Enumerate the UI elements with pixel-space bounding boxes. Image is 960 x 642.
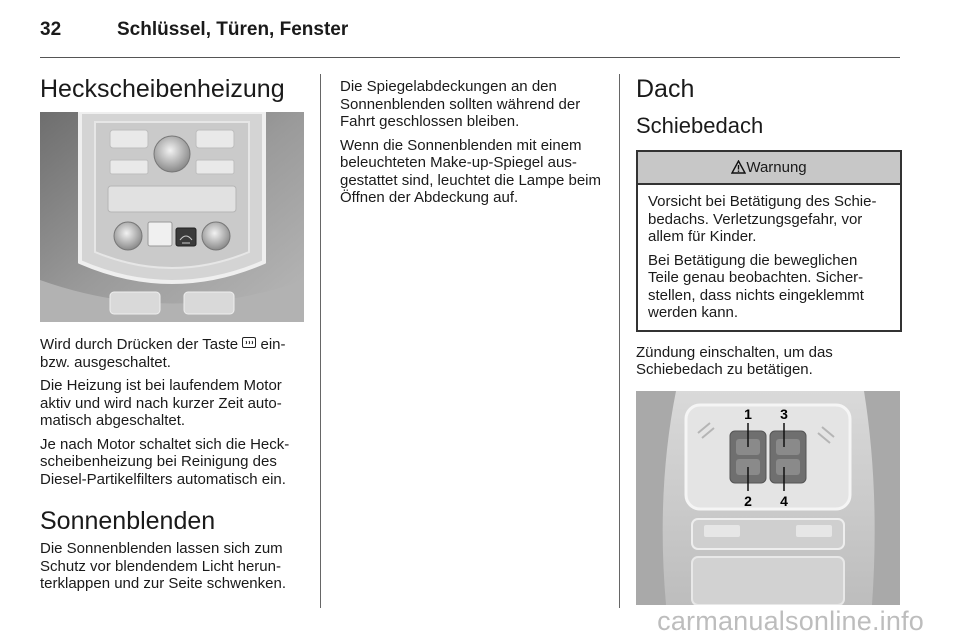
- paragraph: Die Spiegelabdeckungen an den Sonnenblenden sollten während der Fahrt geschlossen bleiben.: [340, 78, 581, 130]
- column-divider-1: [320, 74, 321, 608]
- warning-paragraph: Vorsicht bei Betätigung des Schie-bedachs. Verletzungsgefahr, vor allem für Kinder.: [648, 193, 877, 245]
- warning-body: [638, 185, 900, 330]
- section-heading-sunroof: Schiebedach: [636, 113, 764, 138]
- paragraph: Zündung einschalten, um das Schiebedach zu betätigen.: [636, 343, 833, 378]
- callout-4: 4: [780, 492, 788, 509]
- paragraph: Wenn die Sonnenblenden mit einem beleuchteten Make-up-Spiegel aus-gestattet sind, leuchtet die Lampe beim Öffnen der Abdeckung auf.: [340, 136, 601, 206]
- paragraph: Je nach Motor schaltet sich die Heck-scheibenheizung bei Reinigung des Diesel-Partikelfilters automatisch ein.: [40, 435, 290, 488]
- section-heading-sun-visors: Sonnenblenden: [40, 507, 216, 535]
- section-heading-roof: Dach: [636, 75, 695, 103]
- chapter-title: Schlüssel, Türen, Fenster: [117, 19, 349, 40]
- column-right: [636, 74, 902, 605]
- callout-3: 3: [780, 405, 788, 422]
- page-number: 32: [40, 19, 62, 40]
- watermark: carmanualsonline.info: [657, 606, 924, 636]
- column-middle: [340, 78, 602, 213]
- callout-2: 2: [744, 492, 752, 509]
- warning-box: [636, 150, 902, 332]
- column-left: [40, 74, 304, 599]
- warning-paragraph: Bei Betätigung die beweglichen Teile genau beobachten. Sicher-stellen, dass nichts eingeklemmt werden kann.: [648, 251, 864, 321]
- callout-1: 1: [744, 405, 752, 422]
- warning-header: [638, 152, 900, 185]
- column-divider-2: [619, 74, 620, 608]
- center-console-photo: [40, 112, 304, 322]
- sunroof-switch-photo: [636, 391, 900, 605]
- paragraph: Wird durch Drücken der Taste ein-bzw. ausgeschaltet.: [40, 336, 286, 371]
- paragraph: Die Sonnenblenden lassen sich zum Schutz vor blendendem Licht herun-terklappen und zur Seite schwenken.: [40, 540, 286, 592]
- paragraph: Die Heizung ist bei laufendem Motor aktiv und wird nach kurzer Zeit auto-matisch abgeschaltet.: [40, 377, 282, 429]
- rear-window-heater-icon: [242, 337, 256, 350]
- header-rule: [40, 57, 900, 58]
- warning-triangle-icon: [731, 160, 746, 174]
- warning-title: Warnung: [746, 159, 807, 176]
- section-heading-rear-window-heater: Heckscheibenheizung: [40, 75, 285, 103]
